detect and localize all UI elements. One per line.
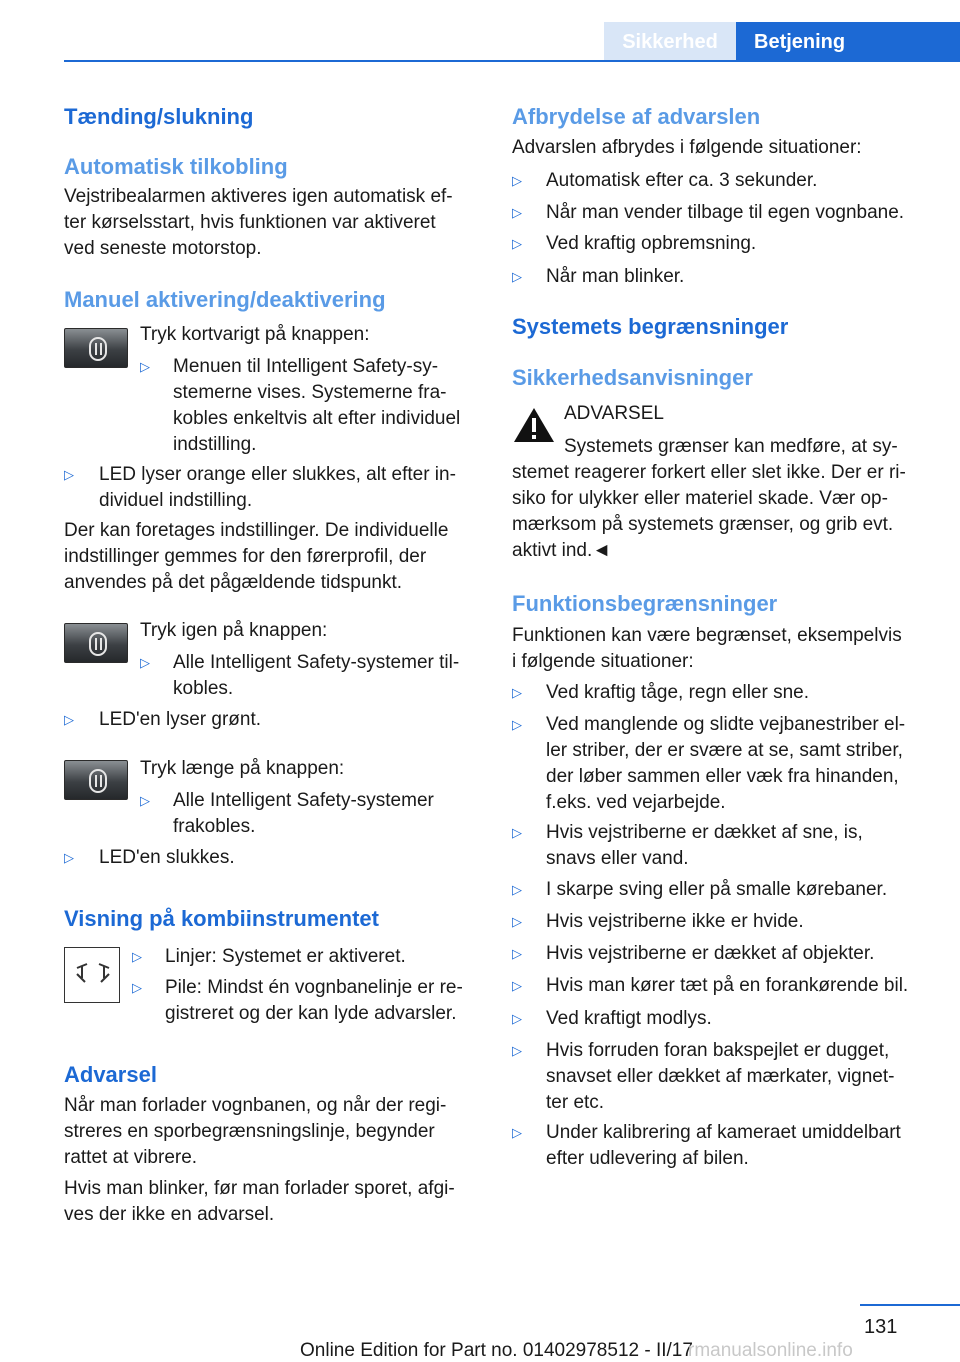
edition-text: Online Edition for Part no. 01402978512 - II/17 [300, 1340, 693, 1361]
triangle-right-bullet: ▷ [64, 850, 74, 865]
list-item: ▷ Menuen til Intelligent Safety-sy- stemerne vises. Systemerne fra- kobles enkeltvis alt efter individuel indstilling. [140, 356, 461, 455]
list-item: ▷ LED lyser orange eller slukkes, alt efter in- dividuel indstilling. [64, 464, 456, 511]
triangle-right-bullet: ▷ [512, 173, 522, 188]
intelligent-safety-button-icon [64, 623, 128, 663]
triangle-right-bullet: ▷ [140, 793, 150, 808]
list-item: ▷ Alle Intelligent Safety-systemer frakobles. [140, 790, 434, 837]
triangle-right-bullet: ▷ [512, 236, 522, 251]
lane-departure-icon [64, 947, 120, 1003]
paragraph-warning-1: Når man forlader vognbanen, og når der regi- streres en sporbegrænsningslinje, begynder rattet at vibrere. [64, 1095, 447, 1168]
triangle-right-bullet: ▷ [512, 946, 522, 961]
heading-interrupt: Afbrydelse af advarslen [512, 104, 761, 129]
triangle-right-bullet: ▷ [132, 980, 142, 995]
heading-safety: Sikkerhedsanvisninger [512, 365, 753, 390]
list-item: ▷ Når man vender tilbage til egen vognbane. [512, 200, 932, 226]
triangle-right-bullet: ▷ [140, 655, 150, 670]
list-item: ▷ Hvis vejstriberne er dækket af objekter. [512, 941, 932, 967]
heading-display: Visning på kombiinstrumentet [64, 906, 379, 931]
list-item: ▷ LED'en slukkes. [64, 845, 484, 871]
press-long-text: Tryk længe på knappen: [140, 758, 345, 779]
list-item: ▷ LED'en lyser grønt. [64, 707, 484, 733]
press-short-text: Tryk kortvarigt på knappen: [140, 324, 370, 345]
triangle-right-bullet: ▷ [132, 949, 142, 964]
watermark: rmanualsonline.info [688, 1340, 853, 1361]
tab-sikkerhed[interactable]: Sikkerhed [604, 22, 736, 62]
triangle-right-bullet: ▷ [512, 978, 522, 993]
header-rule [64, 60, 960, 62]
paragraph-func: Funktionen kan være begrænset, eksempelvis i følgende situationer: [512, 625, 902, 672]
triangle-right-bullet: ▷ [512, 1043, 522, 1058]
triangle-right-bullet: ▷ [512, 914, 522, 929]
list-item: ▷ Hvis vejstriberne ikke er hvide. [512, 909, 932, 935]
intelligent-safety-button-icon [64, 328, 128, 368]
triangle-right-bullet: ▷ [512, 205, 522, 220]
triangle-right-bullet: ▷ [512, 717, 522, 732]
paragraph-settings: Der kan foretages indstillinger. De individuelle indstillinger gemmes for den førerprofil, der anvendes på det pågældende tidspunkt. [64, 520, 449, 593]
heading-func: Funktionsbegrænsninger [512, 591, 778, 616]
list-item: ▷ Ved manglende og slidte vejbanestriber el- ler striber, der er svære at se, samt striber, der løber sammen eller væk fra hinanden, f.eks. ved vejarbejde. [512, 714, 906, 813]
triangle-right-bullet: ▷ [512, 1125, 522, 1140]
paragraph-auto: Vejstribealarmen aktiveres igen automatisk ef- ter kørselsstart, hvis funktionen var aktiveret ved seneste motorstop. [64, 186, 453, 259]
list-item: ▷ Automatisk efter ca. 3 sekunder. [512, 168, 932, 194]
list-item: ▷ I skarpe sving eller på smalle kørebaner. [512, 877, 932, 903]
heading-warning: Advarsel [64, 1062, 157, 1087]
heading-manual: Manuel aktivering/deaktivering [64, 287, 386, 312]
triangle-right-bullet: ▷ [140, 359, 150, 374]
triangle-right-bullet: ▷ [64, 467, 74, 482]
footer-rule [860, 1304, 960, 1306]
triangle-right-bullet: ▷ [512, 825, 522, 840]
tab-betjening[interactable]: Betjening [736, 22, 960, 62]
list-item: ▷ Alle Intelligent Safety-systemer til- kobles. [140, 652, 460, 699]
list-item: ▷ Når man blinker. [512, 264, 932, 290]
list-item: ▷ Ved kraftig opbremsning. [512, 231, 932, 257]
advarsel-label: ADVARSEL [564, 403, 664, 424]
triangle-right-bullet: ▷ [512, 685, 522, 700]
triangle-right-bullet: ▷ [512, 269, 522, 284]
heading-auto: Automatisk tilkobling [64, 154, 288, 179]
heading-limits: Systemets begrænsninger [512, 314, 789, 339]
list-item: ▷ Hvis man kører tæt på en forankørende bil. [512, 973, 932, 999]
paragraph-interrupt: Advarslen afbrydes i følgende situationer: [512, 137, 862, 158]
triangle-right-bullet: ▷ [64, 712, 74, 727]
heading-taending: Tænding/slukning [64, 104, 254, 129]
list-item: ▷ Linjer: Systemet er aktiveret. [132, 944, 484, 970]
list-item: ▷ Ved kraftigt modlys. [512, 1006, 932, 1032]
list-item: ▷ Hvis vejstriberne er dækket af sne, is, snavs eller vand. [512, 822, 863, 869]
page-number: 131 [864, 1316, 898, 1338]
triangle-right-bullet: ▷ [512, 882, 522, 897]
list-item: ▷ Under kalibrering af kameraet umiddelbart efter udlevering af bilen. [512, 1122, 901, 1169]
list-item: ▷ Pile: Mindst én vognbanelinje er re- gistreret og der kan lyde advarsler. [132, 977, 463, 1024]
intelligent-safety-button-icon [64, 760, 128, 800]
paragraph-warning-2: Hvis man blinker, før man forlader sporet, afgi- ves der ikke en advarsel. [64, 1178, 455, 1225]
press-again-text: Tryk igen på knappen: [140, 620, 328, 641]
paragraph-safety: Systemets grænser kan medføre, at sy- stemet reagerer forkert eller slet ikke. Der er ri- siko for ulykker eller materiel skade. Vær op- mærksom på systemets grænser, og grib evt. aktivt ind.◄ [512, 436, 906, 561]
list-item: ▷ Ved kraftig tåge, regn eller sne. [512, 680, 932, 706]
list-item: ▷ Hvis forruden foran bakspejlet er dugget, snavset eller dækket af mærkater, vignet- ter etc. [512, 1040, 895, 1113]
triangle-right-bullet: ▷ [512, 1011, 522, 1026]
